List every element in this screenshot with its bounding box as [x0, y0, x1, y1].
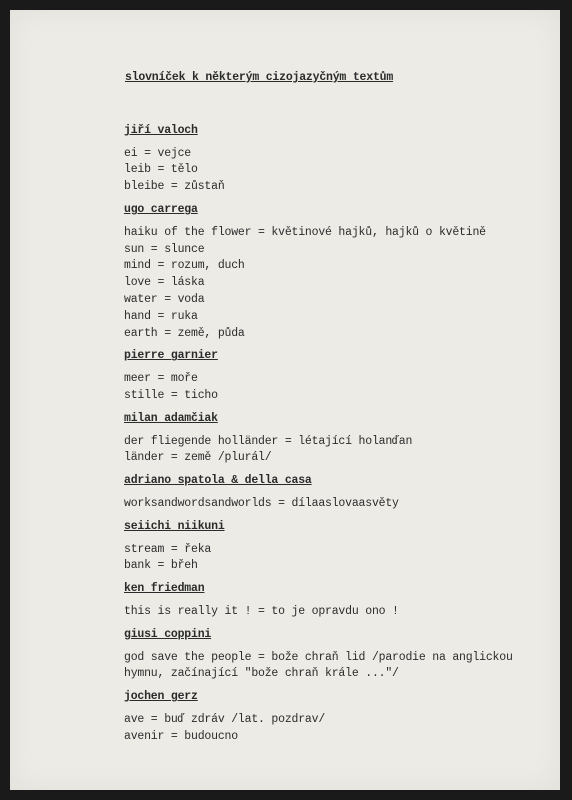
glossary-entry: this is really it ! = to je opravdu ono ! [124, 604, 399, 618]
section-giusi-coppini [124, 627, 544, 683]
section-heading: giusi coppini [124, 627, 212, 641]
glossary-entry: god save the people = bože chraň lid /parodie na anglickou hymnu, začínající "bože chraň krále ..."/ [124, 650, 513, 681]
glossary-entry: avenir = budoucno [124, 729, 238, 743]
section-pierre-garnier [124, 348, 544, 404]
section-heading: adriano spatola & della casa [124, 474, 312, 488]
section-ugo-carrega [124, 202, 544, 342]
section-heading: jochen gerz [124, 690, 198, 704]
glossary-entry: ei = vejce [124, 146, 192, 160]
glossary-entry: meer = moře [124, 372, 198, 386]
glossary-entry: hand = ruka [124, 309, 198, 323]
section-heading: milan adamčiak [124, 411, 218, 425]
glossary-entry: sun = slunce [124, 242, 205, 256]
glossary-entry: stream = řeka [124, 542, 212, 556]
glossary-entry: earth = země, půda [124, 326, 245, 340]
document-body [124, 70, 544, 752]
section-heading: seiichi niikuni [124, 519, 225, 533]
glossary-entry: bank = břeh [124, 559, 198, 573]
glossary-entry: haiku of the flower = květinové hajků, hajků o květině [124, 225, 486, 239]
document-title: slovníček k některým cizojazyčným textům [125, 71, 394, 84]
section-ken-friedman [124, 581, 544, 621]
glossary-entry: water = voda [124, 292, 205, 306]
section-jochen-gerz [124, 689, 544, 745]
section-heading: ken friedman [124, 582, 205, 596]
glossary-entry: der fliegende holländer = létající holanďan [124, 434, 413, 448]
section-milan-adamciak [124, 411, 544, 467]
glossary-entry: mind = rozum, duch [124, 259, 245, 273]
glossary-entry: worksandwordsandworlds = dílaaslovaasvěty [124, 496, 399, 510]
section-heading: ugo carrega [124, 202, 198, 216]
paper-sheet [10, 10, 560, 790]
section-heading: jiří valoch [124, 123, 198, 137]
glossary-entry: leib = tělo [124, 163, 198, 177]
section-seiichi-niikuni [124, 519, 544, 575]
glossary-entry: länder = země /plurál/ [124, 451, 272, 465]
section-jiri-valoch [124, 123, 544, 196]
glossary-entry: ave = buď zdráv /lat. pozdrav/ [124, 712, 326, 726]
glossary-entry: love = láska [124, 276, 205, 290]
glossary-entry: bleibe = zůstaň [124, 180, 225, 194]
glossary-entry: stille = ticho [124, 388, 218, 402]
section-heading: pierre garnier [124, 349, 218, 363]
section-spatola-della-casa [124, 473, 544, 513]
